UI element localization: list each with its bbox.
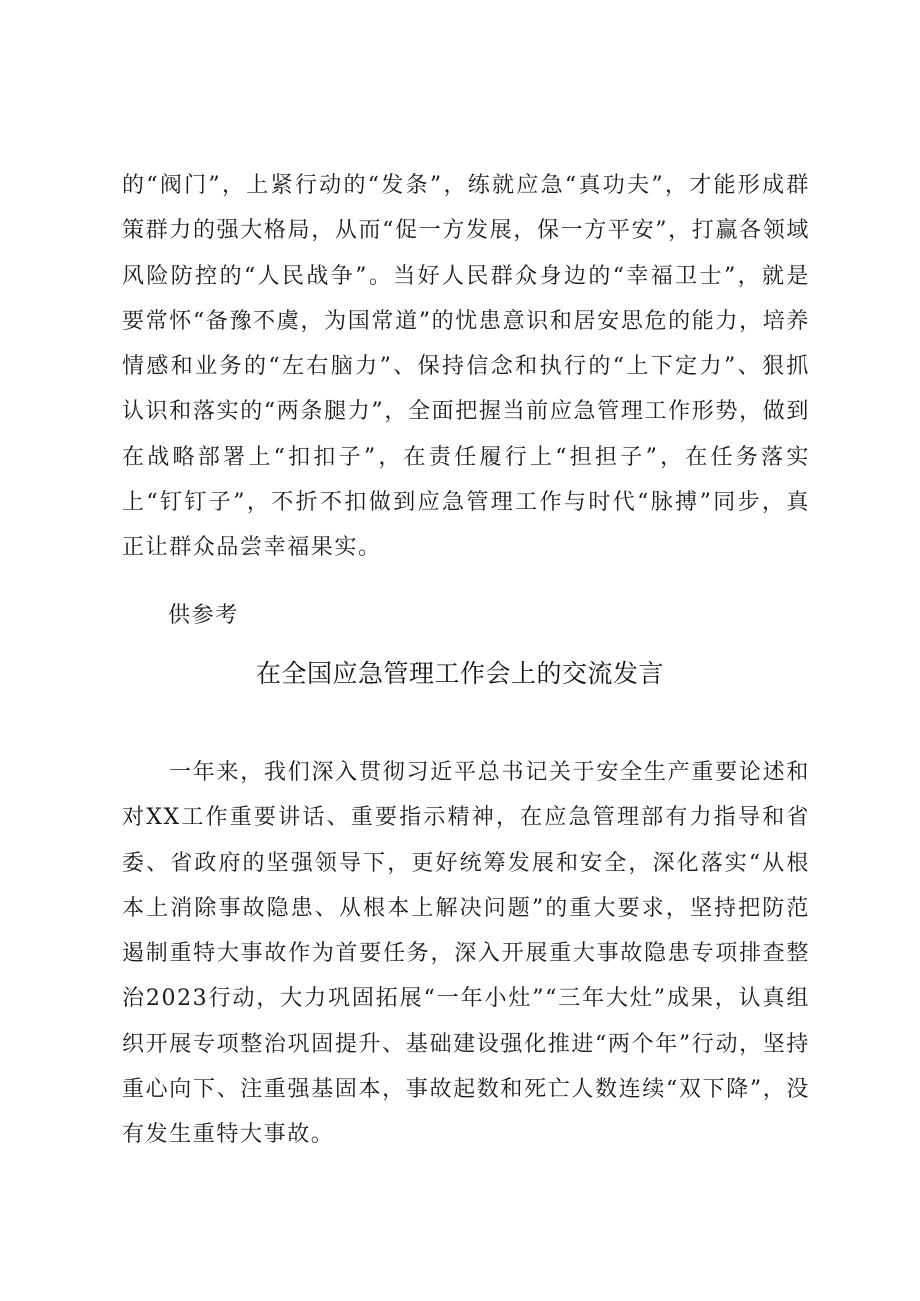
- reference-note: 供参考: [168, 603, 239, 628]
- continued-paragraph: 的“阀门”，上紧行动的“发条”，练就应急“真功夫”，才能形成群策群力的强大格局，从而“促一方发展，保一方平安”，打赢各领域风险防控的“人民战争”。当好人民群众身边的“幸福卫士”，就是要常怀“备豫不虞，为国常道”的忧患意识和居安思危的能力，培养情感和业务的“左右脑力”、保持信念和执行的“上下定力”、狠抓认识和落实的“两条腿力”，全面把握当前应急管理工作形势，做到在战略部署上“扣扣子”，在责任履行上“担担子”，在任务落实上“钉钉子”，不折不扣做到应急管理工作与时代“脉搏”同步，真正让群众品尝幸福果实。: [122, 173, 810, 561]
- intro-paragraph: 一年来，我们深入贯彻习近平总书记关于安全生产重要论述和对XX工作重要讲话、重要指示精神，在应急管理部有力指导和省委、省政府的坚强领导下，更好统筹发展和安全，深化落实“从根本上消除事故隐患、从根本上解决问题”的重大要求，坚持把防范遏制重特大事故作为首要任务，深入开展重大事故隐患专项排查整治2023行动，大力巩固拓展“一年小灶”“三年大灶”成果，认真组织开展专项整治巩固提升、基础建设强化推进“两个年”行动，坚持重心向下、注重强基固本，事故起数和死亡人数连续“双下降”，没有发生重特大事故。: [122, 760, 810, 1148]
- speech-title: 在全国应急管理工作会上的交流发言: [255, 659, 664, 688]
